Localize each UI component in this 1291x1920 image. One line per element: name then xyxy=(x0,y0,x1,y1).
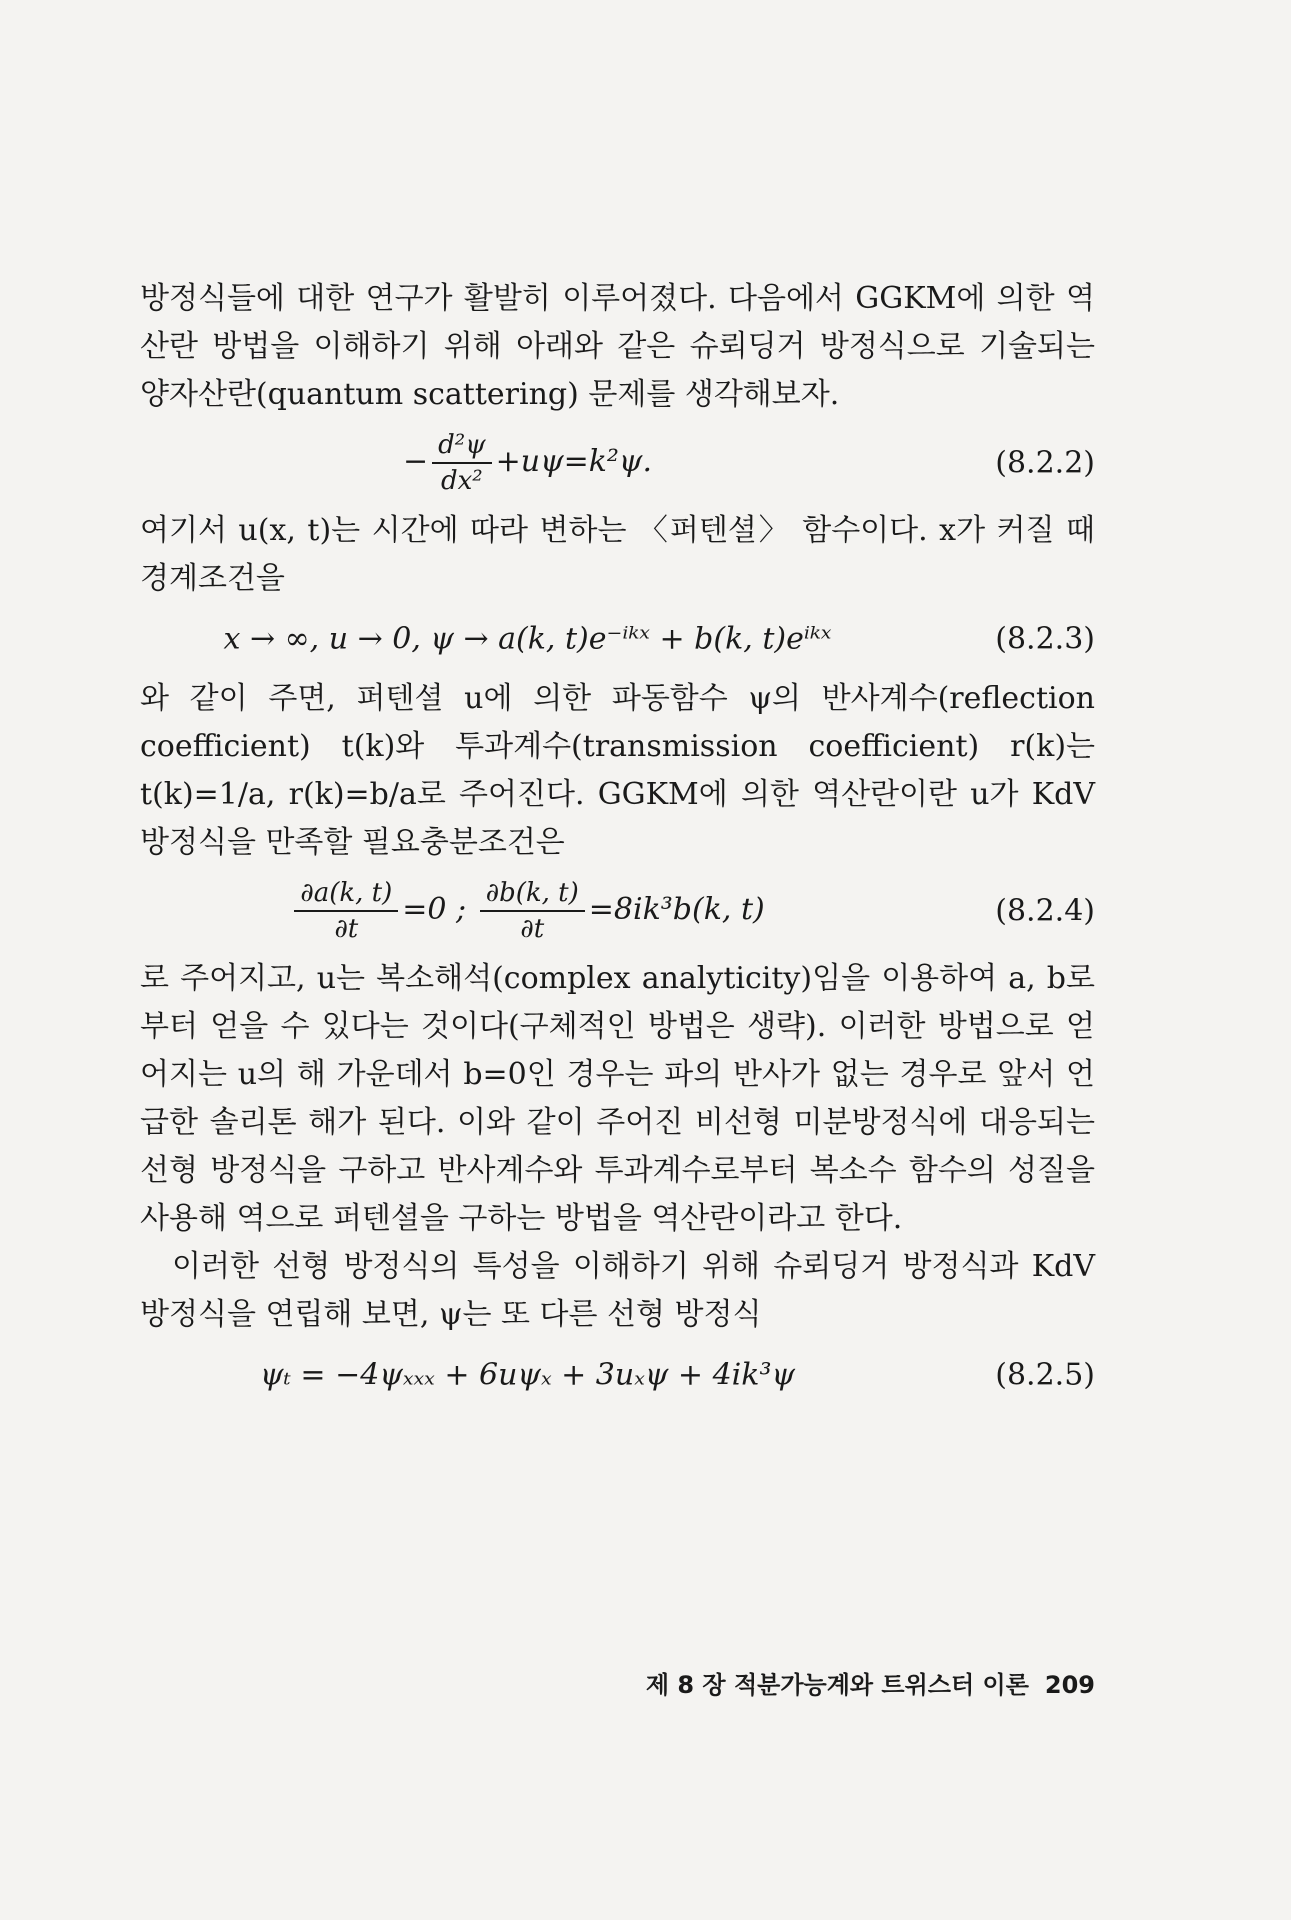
equation-8-2-3 xyxy=(140,603,1095,675)
equation-body: ψₜ = −4ψₓₓₓ + 6uψₓ + 3uₓψ + 4ik³ψ xyxy=(259,1357,796,1393)
equation-body xyxy=(140,430,915,496)
fraction-a xyxy=(294,878,398,944)
page-content xyxy=(140,275,1095,1411)
paragraph-1: 방정식들에 대한 연구가 활발히 이루어졌다. 다음에서 GGKM에 의한 역산란 방법을 이해하기 위해 아래와 같은 슈뢰딩거 방정식으로 기술되는 양자산란(quantum scattering) 문제를 생각해보자. xyxy=(140,281,1095,412)
equation-body: x → ∞, u → 0, ψ → a(k, t)e⁻ⁱᵏˣ + b(k, t)eⁱᵏˣ xyxy=(223,621,832,657)
equation-rest: +uψ=k²ψ. xyxy=(495,444,652,479)
numerator: d²ψ xyxy=(432,430,491,464)
equation-number: (8.2.3) xyxy=(995,621,1095,657)
paragraph-3: 와 같이 주면, 퍼텐셜 u에 의한 파동함수 ψ의 반사계수(reflection coefficient) t(k)와 투과계수(transmission coefficient) r(k)는 t(k)=1/a, r(k)=b/a로 주어진다. GGKM에 의한 역산란이란 u가 KdV 방정식을 만족할 필요충분조건은 xyxy=(140,681,1095,860)
chapter-title: 제 8 장 적분가능계와 트위스터 이론 xyxy=(645,1671,1029,1699)
paragraph-2: 여기서 u(x, t)는 시간에 따라 변하는 〈퍼텐셜〉 함수이다. x가 커질 때 경계조건을 xyxy=(140,513,1095,596)
equation-number: (8.2.4) xyxy=(995,893,1095,929)
equation-8-2-5 xyxy=(140,1339,1095,1411)
paragraph-5: 이러한 선형 방정식의 특성을 이해하기 위해 슈뢰딩거 방정식과 KdV 방정식을 연립해 보면, ψ는 또 다른 선형 방정식 xyxy=(140,1249,1095,1332)
page-number: 209 xyxy=(1044,1671,1095,1699)
denominator: ∂t xyxy=(334,914,359,944)
page-footer xyxy=(646,1665,1095,1700)
equation-number: (8.2.5) xyxy=(995,1357,1095,1393)
equation-rest: =8ik³b(k, t) xyxy=(588,892,765,927)
equation-middle: =0 ; xyxy=(402,892,476,927)
denominator: ∂t xyxy=(520,914,545,944)
equation-body xyxy=(140,878,915,944)
paragraph-4: 로 주어지고, u는 복소해석(complex analyticity)임을 이용하여 a, b로부터 얻을 수 있다는 것이다(구체적인 방법은 생략). 이러한 방법으로 얻어지는 u의 해 가운데서 b=0인 경우는 파의 반사가 없는 경우로 앞서 언급한 솔리톤 해가 된다. 이와 같이 주어진 비선형 미분방정식에 대응되는 선형 방정식을 구하고 반사계수와 투과계수로부터 복소수 함수의 성질을 사용해 역으로 퍼텐셜을 구하는 방법을 역산란이라고 한다. xyxy=(140,961,1095,1236)
fraction xyxy=(432,430,491,496)
equation-8-2-4 xyxy=(140,867,1095,955)
minus-sign: − xyxy=(403,444,429,479)
equation-8-2-2 xyxy=(140,419,1095,507)
numerator: ∂a(k, t) xyxy=(294,878,398,912)
equation-number: (8.2.2) xyxy=(995,445,1095,481)
numerator: ∂b(k, t) xyxy=(480,878,585,912)
denominator: dx² xyxy=(441,466,483,496)
fraction-b xyxy=(480,878,585,944)
